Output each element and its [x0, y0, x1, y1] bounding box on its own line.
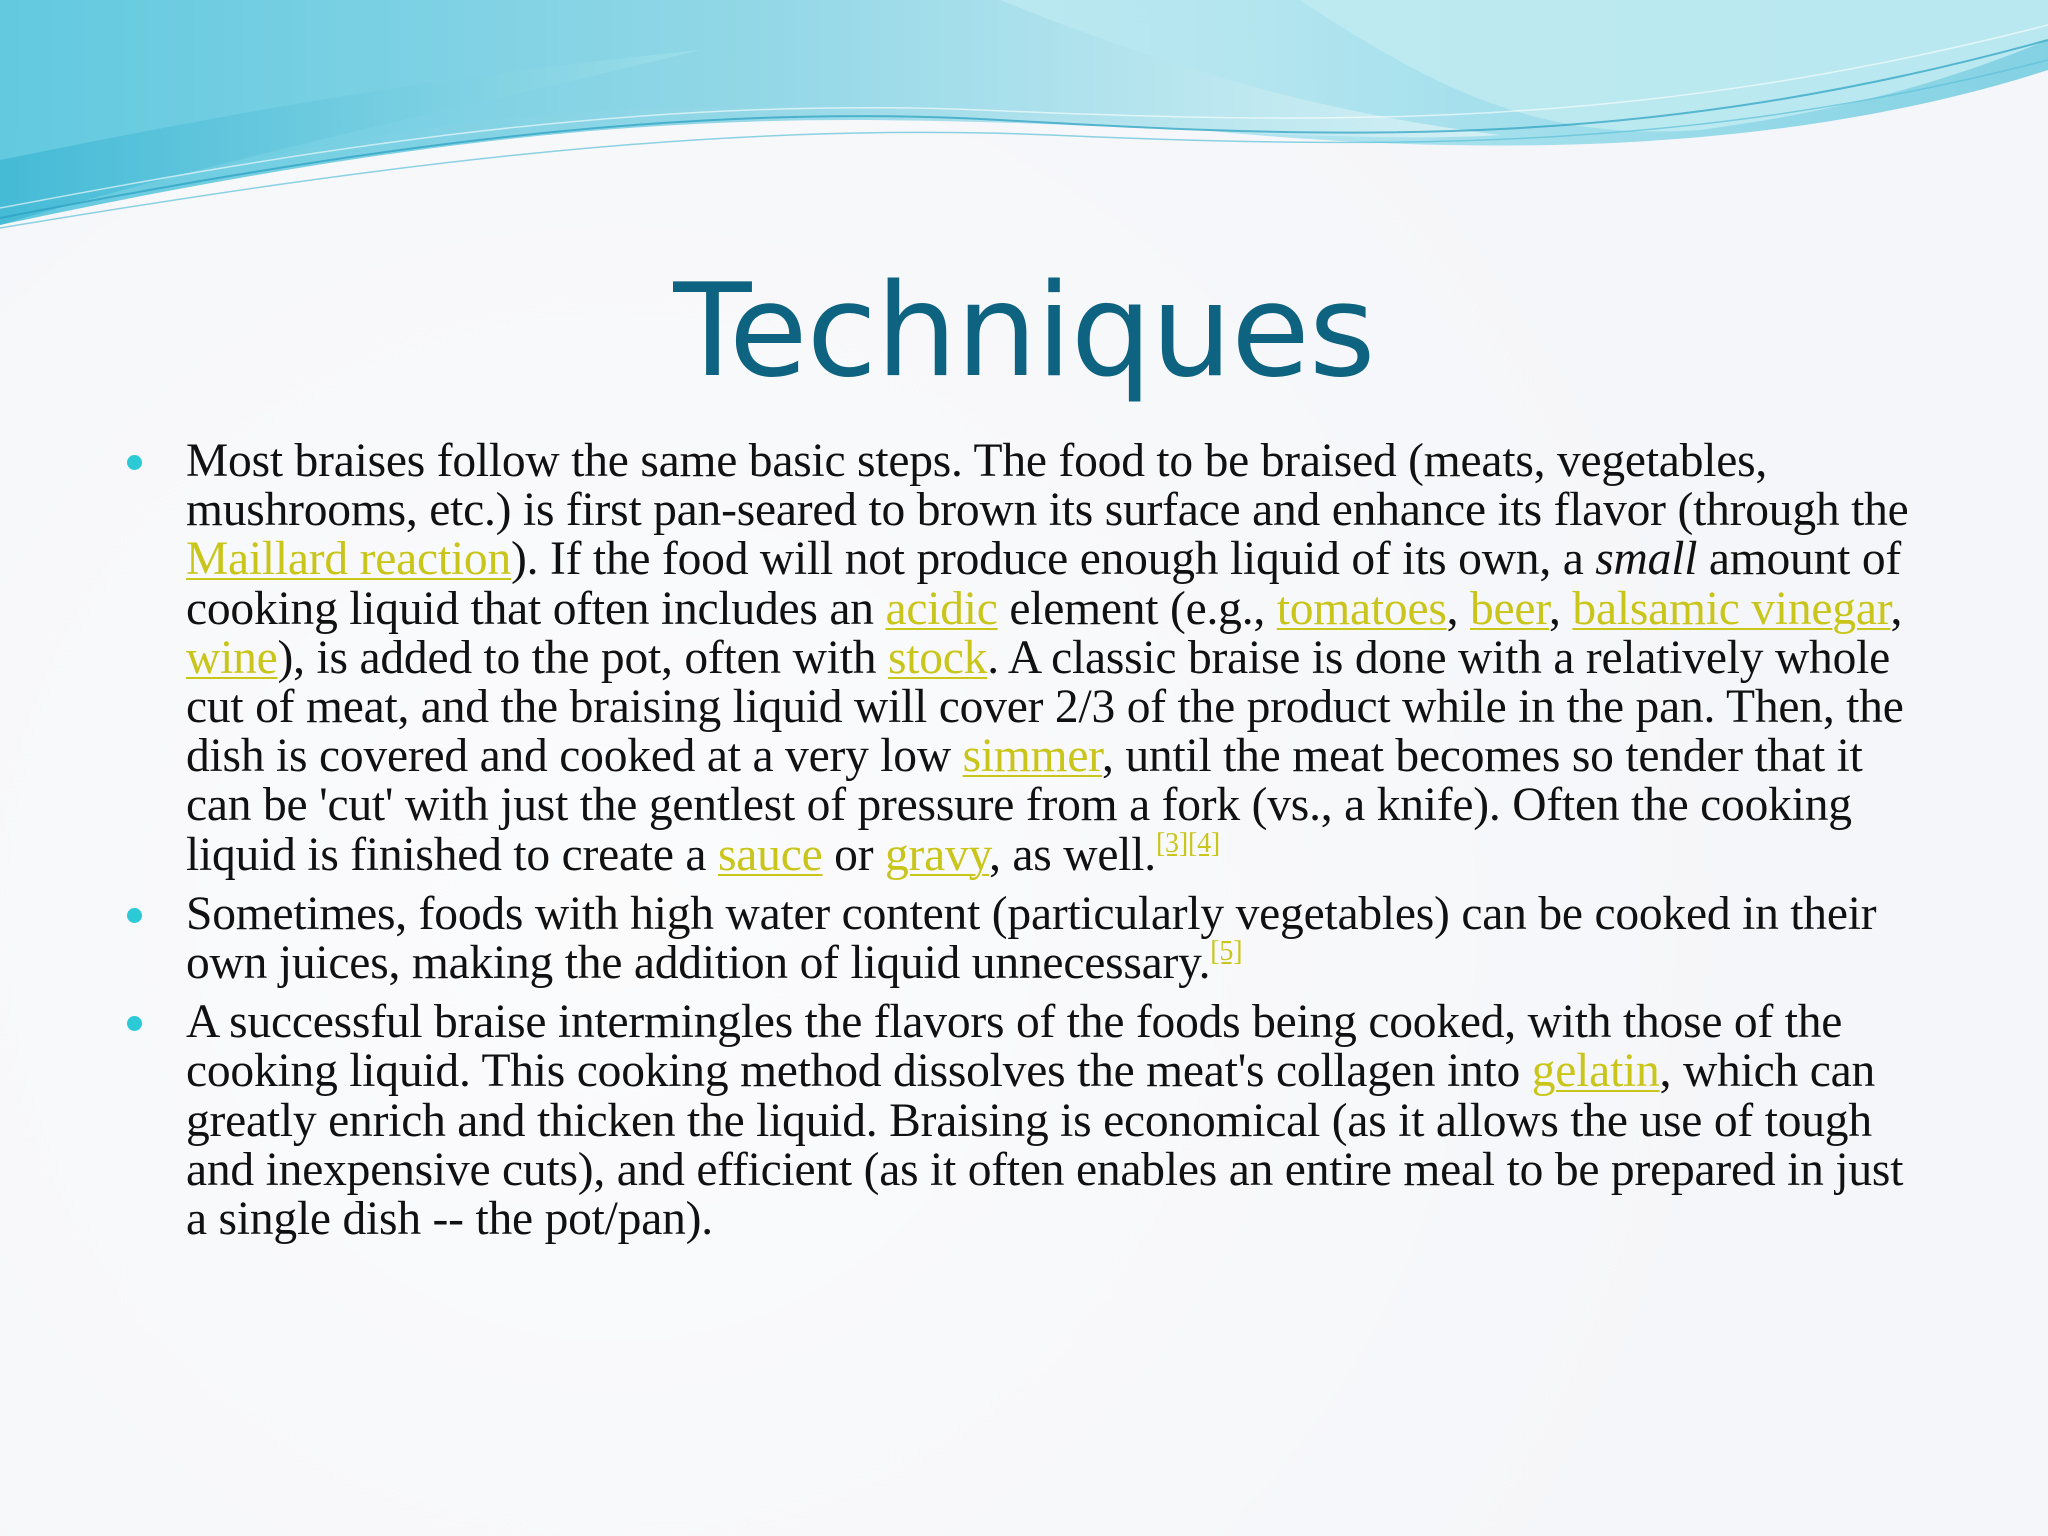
bullet-dot-icon: [127, 908, 142, 923]
link-gravy[interactable]: gravy: [885, 828, 990, 881]
bullet-list: [122, 437, 1922, 1254]
text: A successful braise intermingles the flavors of the foods being cooked, with those of the cooking liquid. This cooking method dissolves the meat's collagen into: [186, 996, 1843, 1098]
bullet-dot-icon: [127, 1016, 142, 1031]
text: , as well.: [989, 828, 1156, 881]
link-gelatin[interactable]: gelatin: [1531, 1045, 1660, 1098]
separator: ,: [1446, 582, 1470, 635]
text: or: [822, 828, 885, 881]
text: Sometimes, foods with high water content (particularly vegetables) can be cooked in their own juices, making the addition of liquid unnecessary.: [186, 887, 1877, 990]
link-simmer[interactable]: simmer: [962, 730, 1102, 783]
link-wine[interactable]: wine: [186, 631, 278, 684]
separator: ,: [1549, 582, 1573, 635]
link-maillard-reaction[interactable]: Maillard reaction: [186, 533, 511, 586]
citation-link[interactable]: [5]: [1210, 936, 1243, 968]
link-beer[interactable]: beer: [1470, 582, 1550, 635]
emphasis-small: small: [1595, 533, 1698, 586]
wave-header-decoration: [0, 0, 2048, 240]
text: ). If the food will not produce enough liquid of its own, a: [511, 533, 1596, 586]
text: Most braises follow the same basic steps. The food to be braised (meats, vegetables, mushrooms, etc.) is first pan-seared to brown its surface and enhance its flavor (through the: [186, 435, 1909, 537]
link-tomatoes[interactable]: tomatoes: [1276, 582, 1447, 635]
link-sauce[interactable]: sauce: [717, 828, 823, 881]
text: , until the meat becomes so tender that it can be 'cut' with just the gentlest of pressure from a fork (vs., a knife). Often the cooking liquid is finished to create a: [186, 730, 1863, 881]
bullet-item-2: [122, 887, 1922, 990]
link-stock[interactable]: stock: [887, 631, 988, 684]
text: ), is added to the pot, often with: [277, 631, 888, 684]
bullet-dot-icon: [127, 455, 142, 470]
link-acidic[interactable]: acidic: [885, 582, 998, 635]
text: , which can greatly enrich and thicken the liquid. Braising is economical (as it allows the use of tough and inexpensive cuts), and efficient (as it often enables an entire meal to be prepared in just a single dish -- the pot/pan).: [186, 1045, 1904, 1246]
bullet-item-3: [122, 998, 1922, 1244]
text: element (e.g.,: [997, 582, 1277, 635]
slide-title: Techniques: [673, 257, 1375, 406]
link-balsamic-vinegar[interactable]: balsamic vinegar: [1572, 582, 1891, 635]
text: . A classic braise is done with a relatively whole cut of meat, and the braising liquid will cover 2/3 of the product while in the pan. Then, the dish is covered and cooked at a very low: [186, 631, 1904, 783]
text: amount of cooking liquid that often includes an: [186, 533, 1901, 635]
citation-link[interactable]: [3][4]: [1155, 827, 1221, 859]
bullet-item-1: [122, 437, 1922, 880]
separator: ,: [1890, 582, 1903, 635]
